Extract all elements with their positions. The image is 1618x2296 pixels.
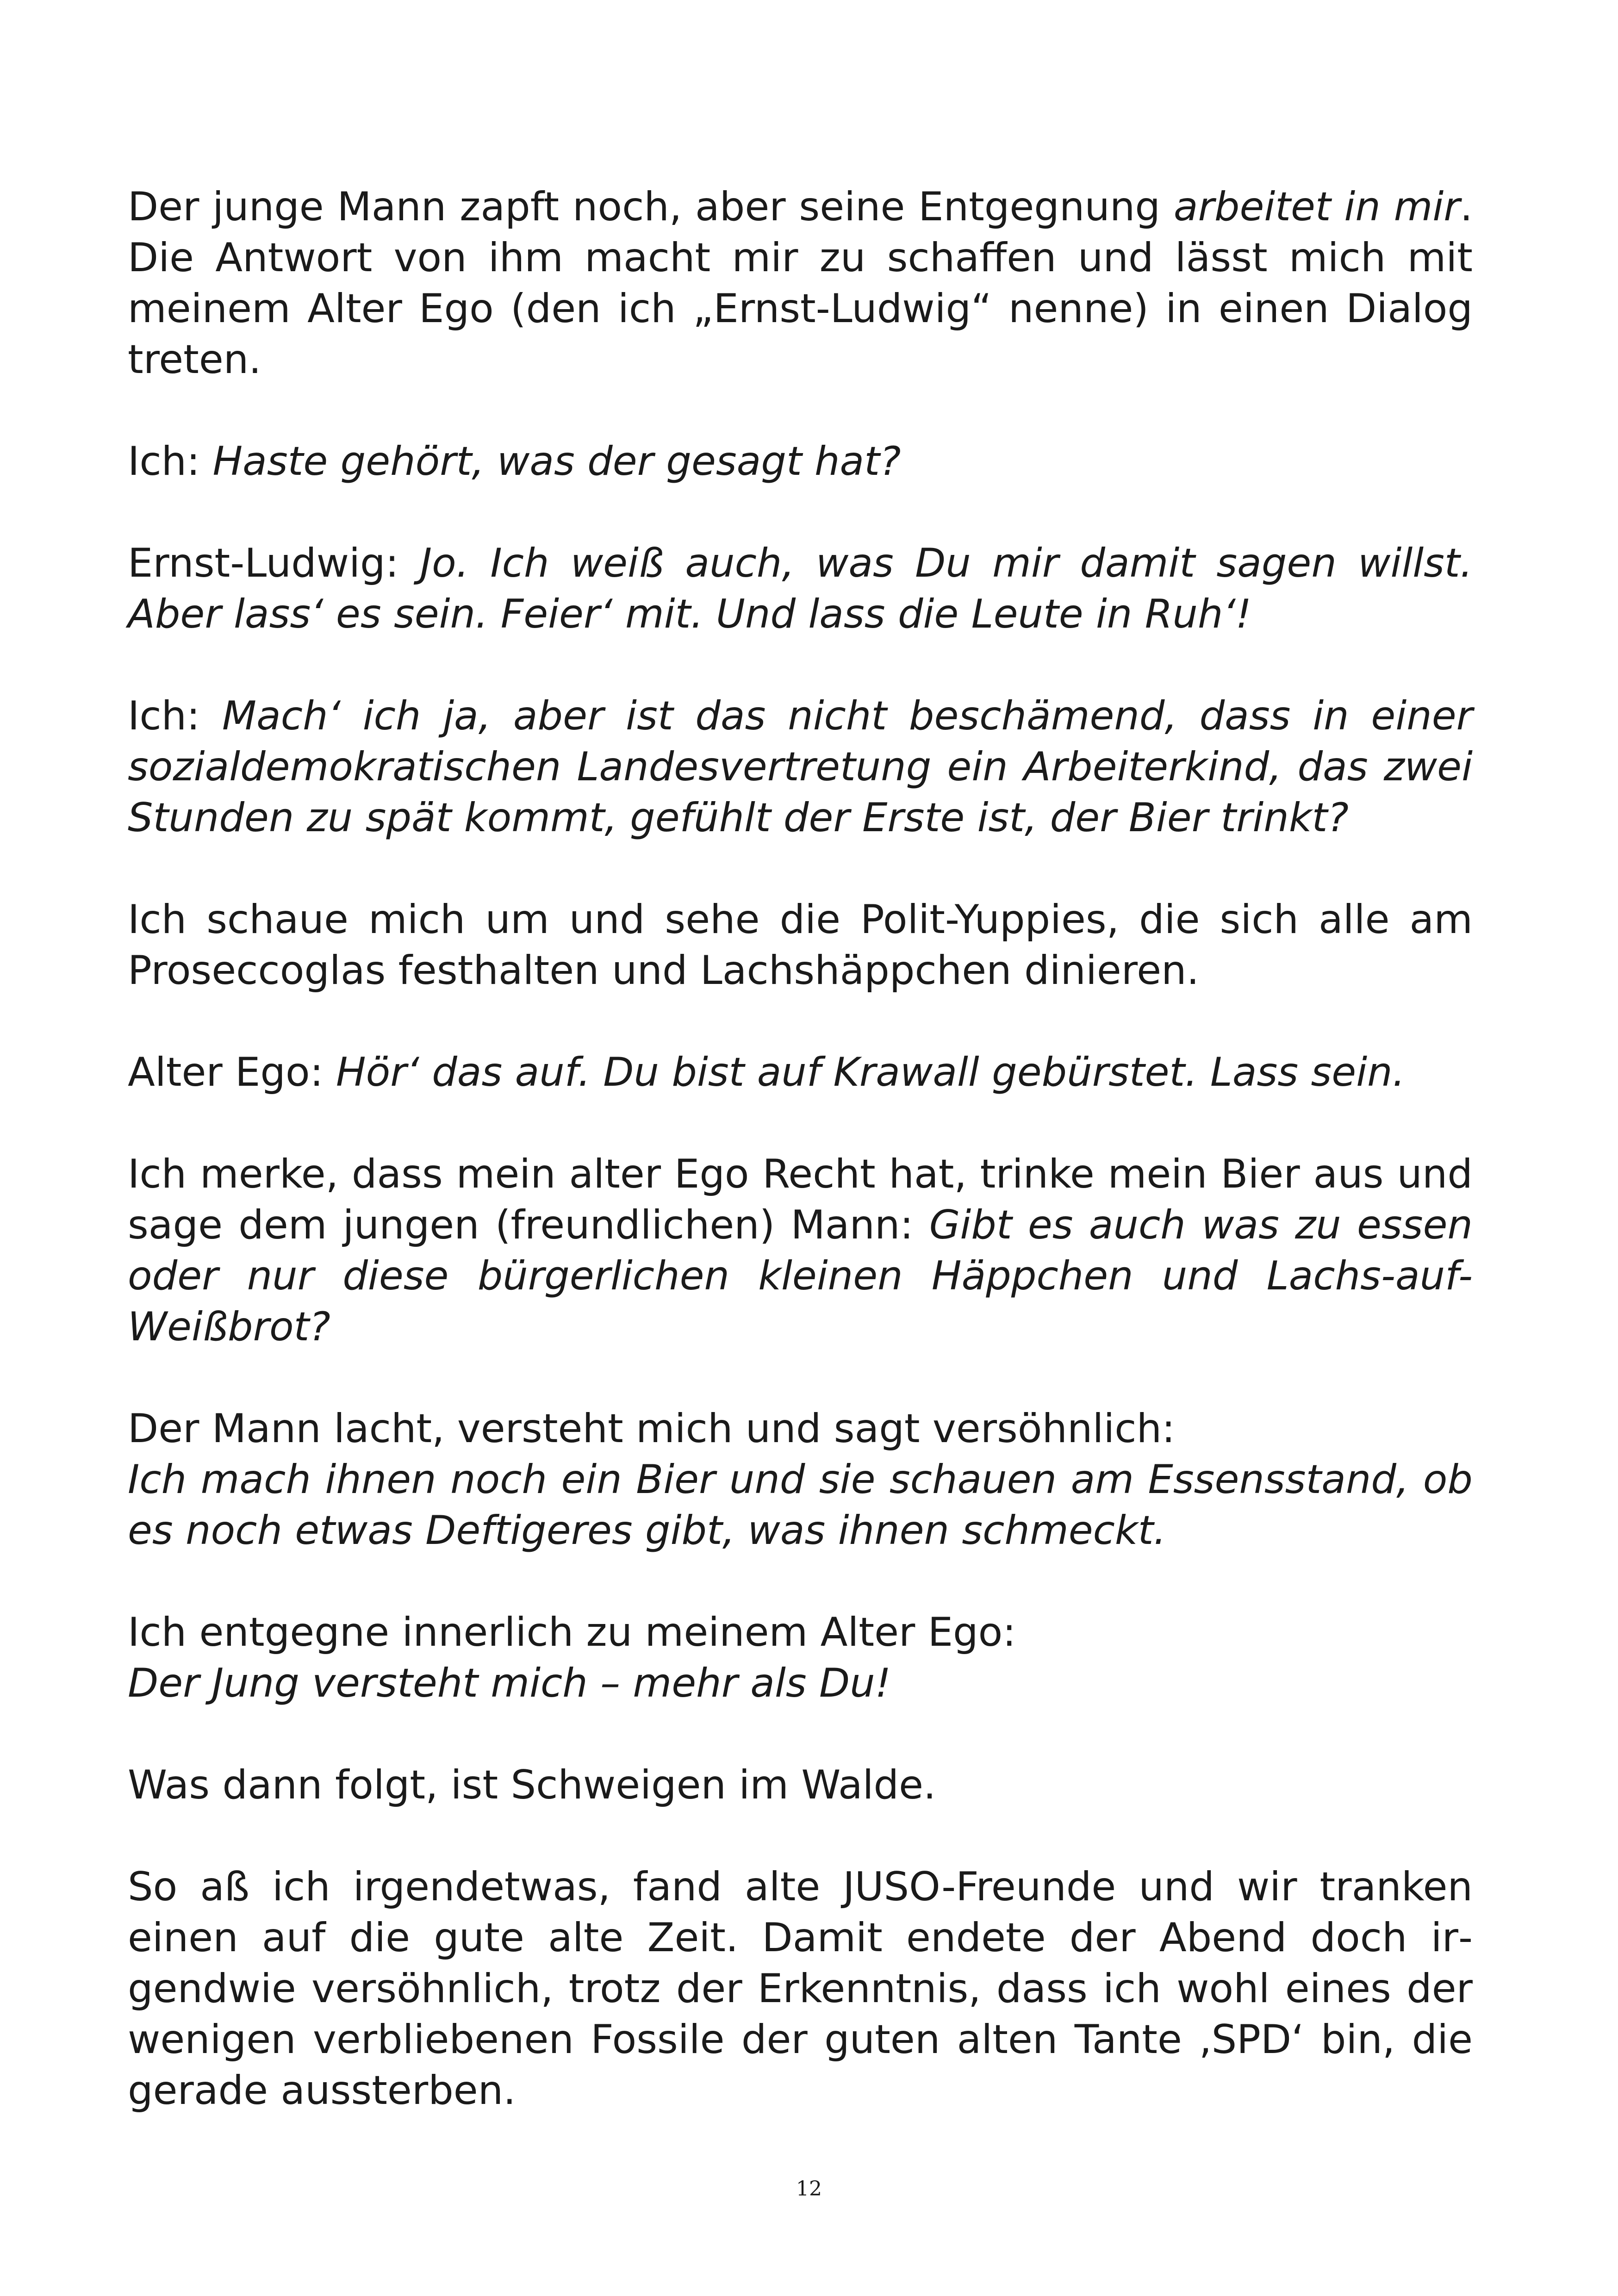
speech-text: Der Jung versteht mich – mehr als Du! <box>128 1660 891 1706</box>
dialog-line-ich-2 <box>128 691 1473 843</box>
paragraph-text: Ich merke, dass mein alter Ego Recht hat, trinke mein Bier aus und sage dem jungen (freundlichen) Mann: <box>128 1151 1473 1248</box>
speech-text: Ich mach ihnen noch ein Bier und sie schauen am Essensstand, ob es noch etwas Deftigeres gibt, was ihnen schmeckt. <box>128 1456 1473 1554</box>
speech-text: Gibt es auch was zu essen oder nur diese bürgerlichen kleinen Häppchen und Lachs-auf-Weißbrot? <box>128 1202 1473 1350</box>
speaker-label: Ich: <box>128 693 222 739</box>
dialog-line-ernst-ludwig <box>128 538 1473 640</box>
body-text <box>128 181 1473 2116</box>
paragraph-text: Ich entgegne innerlich zu meinem Alter Ego: <box>128 1609 1016 1655</box>
page-number: 12 <box>796 2177 822 2201</box>
paragraph-man-laughs <box>128 1403 1473 1556</box>
dialog-line-alter-ego <box>128 1047 1473 1098</box>
paragraph-text: Der junge Mann zapft noch, aber seine Entgegnung <box>128 184 1174 230</box>
dialog-line-ich-1 <box>128 436 1473 487</box>
paragraph-closing: So aß ich irgendetwas, fand alte JUSO-Freunde und wir tranken einen auf die gute alte Zeit. Damit endete der Abend doch irgendwie versöhnlich, trotz der Erkenntnis, dass ich wohl eines der wenigen verbliebenen Fossile der guten alten Tante ‚SPD‘ bin, die gerade aussterben. <box>128 1864 1473 2114</box>
speaker-label: Ich: <box>128 438 213 485</box>
paragraph-text: Der Mann lacht, versteht mich und sagt versöhnlich: <box>128 1406 1176 1452</box>
paragraph-inner-reply <box>128 1607 1473 1709</box>
paragraph-intro <box>128 181 1473 385</box>
speech-text: Jo. Ich weiß auch, was Du mir damit sagen willst. Aber lass‘ es sein. Feier‘ mit. Und lass die Leute in Ruh‘! <box>128 540 1473 637</box>
paragraph-text: . Die Antwort von ihm macht mir zu schaffen und lässt mich mit meinem Alter Ego (den ich „Ernst-Ludwig“ nenne) in einen Dialog treten. <box>128 184 1473 383</box>
speaker-label: Ernst-Ludwig: <box>128 540 420 586</box>
speaker-label: Alter Ego: <box>128 1049 336 1095</box>
speech-text: Hör‘ das auf. Du bist auf Krawall gebürstet. Lass sein. <box>336 1049 1405 1095</box>
emphasis-text: arbeitet in mir <box>1173 184 1460 230</box>
paragraph-silence: Was dann folgt, ist Schweigen im Walde. <box>128 1762 936 1808</box>
speech-text: Mach‘ ich ja, aber ist das nicht beschämend, dass in einer sozialdemokratischen Landesvertretung ein Arbeiterkind, das zwei Stunden zu spät kommt, gefühlt der Erste ist, der Bier trinkt? <box>128 693 1473 841</box>
paragraph-beer <box>128 1149 1473 1352</box>
speech-text: Haste gehört, was der gesagt hat? <box>212 438 901 485</box>
paragraph-polit-yuppies: Ich schaue mich um und sehe die Polit-Yuppies, die sich alle am Proseccoglas festhalten und Lachshäppchen dinieren. <box>128 896 1473 994</box>
